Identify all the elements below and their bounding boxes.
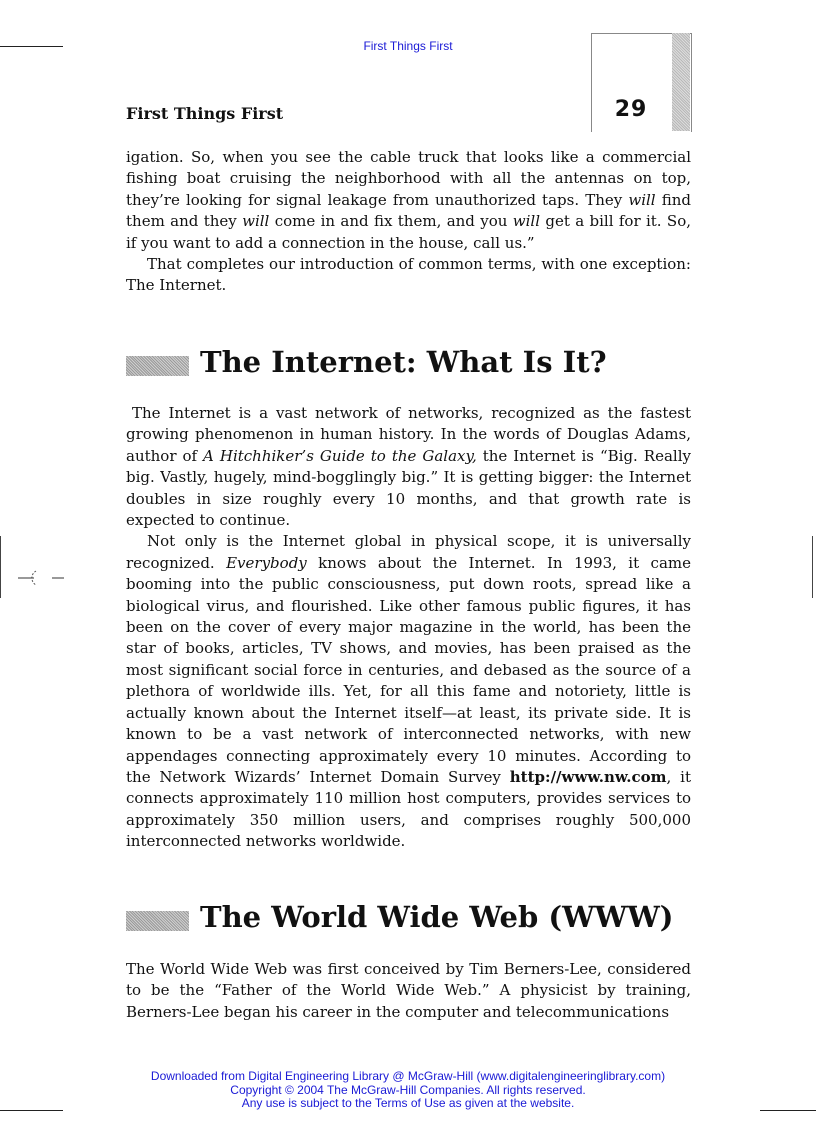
paragraph: Not only is the Internet global in physical scope, it is universally recognized. Everybody knows about the Internet. In 1993, it came booming into the public consciousness, put down roots, spread like a biological virus, and flourished. Like other famous public figures, it has been on the cover of every major magazine in the world, has been the star of books, articles, TV shows, and movies, has been praised as the most significant social force in centuries, and debased as the source of a plethora of worldwide ills. Yet, for all this fame and notoriety, little is actually known about the Internet itself—at least, its private side. It is known to be a vast network of interconnected networks, with new appendages connecting approximately every 10 minutes. According to the Network Wizards’ Internet Domain Survey http://www.nw.com, it connects approximately 110 million host computers, provides services to approximately 350 million users, and comprises roughly 500,000 interconnected networks worldwide. xyxy=(126,532,691,851)
paragraph: The World Wide Web was first conceived by Tim Berners-Lee, considered to be the “Father of the World Wide Web.” A physicist by training, Berners-Lee began his career in the computer and telecommunications xyxy=(126,960,691,1021)
www-text-block xyxy=(126,959,691,1023)
url-link[interactable]: http://www.nw.com xyxy=(509,767,667,786)
heading-title: The Internet: What Is It? xyxy=(200,345,607,379)
paragraph: That completes our introduction of common terms, with one exception: The Internet. xyxy=(126,255,691,295)
paragraph: The Internet is a vast network of networks, recognized as the fastest growing phenomenon in human history. In the words of Douglas Adams, author of A Hitchhiker’s Guide to the Galaxy, the Internet is “Big. Really big. Vastly, hugely, mind-bogglingly big.” It is getting bigger: the Internet doubles in size roughly every 10 months, and that growth rate is expected to continue. xyxy=(126,404,691,530)
page-number: 29 xyxy=(614,97,648,122)
running-head: First Things First xyxy=(126,104,284,123)
intro-text-block xyxy=(126,147,691,297)
heading-bar xyxy=(126,356,189,376)
heading-title: The World Wide Web (WWW) xyxy=(200,900,674,934)
crop-mark-right-edge xyxy=(812,536,813,598)
footer-line-3: Any use is subject to the Terms of Use as given at the website. xyxy=(241,1096,575,1110)
top-running-link[interactable]: First Things First xyxy=(363,39,453,53)
footer-notice xyxy=(0,1070,816,1111)
paragraph: igation. So, when you see the cable truck that looks like a commercial fishing boat cruising the neighborhood with all the antennas on top, they’re looking for signal leakage from unauthorized taps. They will find them and they will come in and fix them, and you will get a bill for it. So, if you want to add a connection in the house, call us.” xyxy=(126,148,692,252)
registration-mark-icon xyxy=(18,566,66,590)
crop-mark-left-edge xyxy=(0,536,1,598)
internet-text-block xyxy=(126,403,691,853)
page-tab-shade xyxy=(672,33,690,131)
footer-line-1[interactable]: Downloaded from Digital Engineering Library @ McGraw-Hill (www.digitalengineeringlibrary.com) xyxy=(150,1069,666,1083)
heading-bar xyxy=(126,911,189,931)
footer-line-2: Copyright © 2004 The McGraw-Hill Companies. All rights reserved. xyxy=(230,1082,586,1097)
